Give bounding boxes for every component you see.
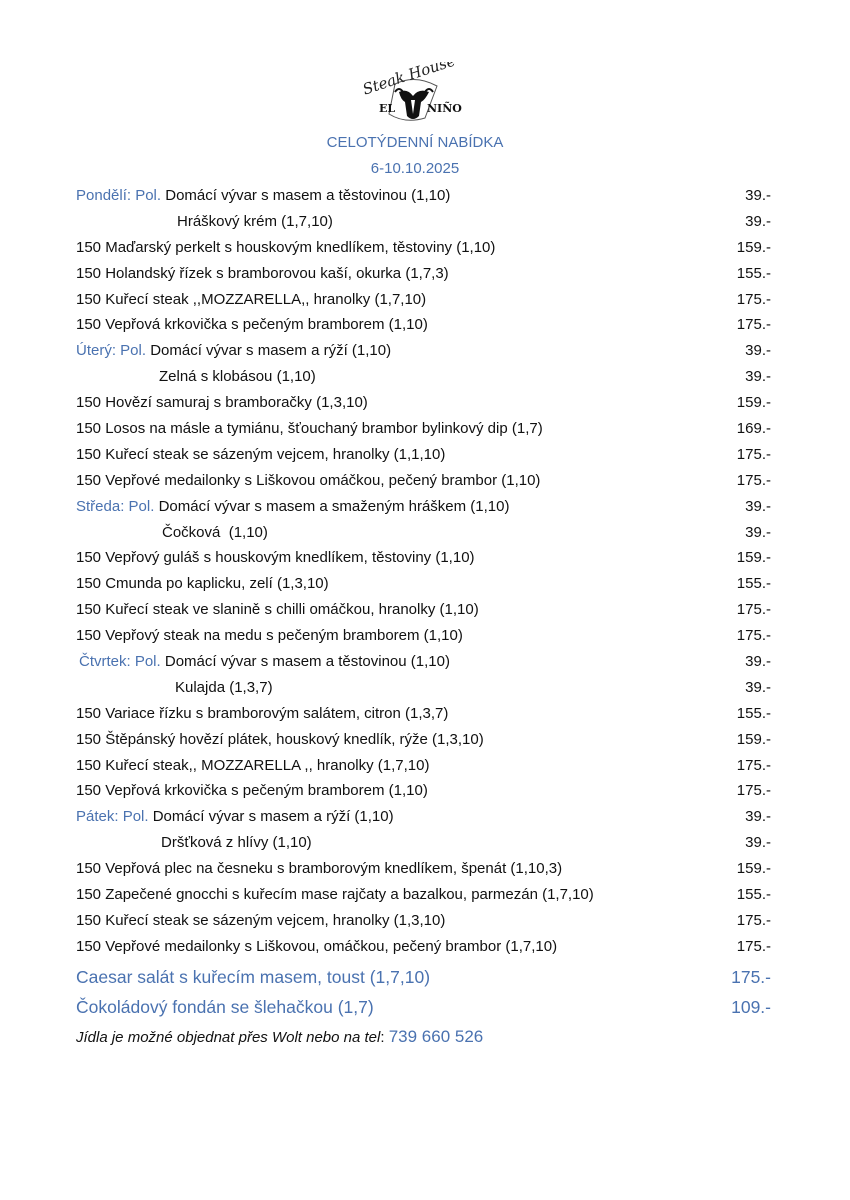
- menu-row-main: [76, 908, 771, 934]
- order-info: [76, 1022, 771, 1052]
- item-price: 159.-: [736, 238, 771, 256]
- item-name: Domácí vývar s masem a rýží (1,10): [150, 342, 392, 360]
- item-price: 175.-: [736, 601, 771, 619]
- day-label-tuesday: Úterý: Pol.: [76, 342, 147, 360]
- item-price: 39.-: [745, 187, 771, 204]
- item-name: Domácí vývar s masem a smaženým hráškem (1,10): [158, 497, 510, 515]
- item-name: Dršťková z hlívy (1,10): [161, 834, 312, 852]
- menu-row-main: [76, 416, 771, 442]
- item-price: 155.-: [736, 575, 771, 593]
- menu-row-soup: [76, 675, 771, 701]
- menu-row-soup: [76, 494, 771, 520]
- menu-row-soup: [76, 183, 771, 209]
- menu-row-main: [76, 442, 771, 468]
- page-title: CELOTÝDENNÍ NABÍDKA: [326, 134, 504, 151]
- day-label-monday: Pondělí: Pol.: [76, 187, 162, 204]
- item-price: 175.-: [736, 471, 771, 489]
- menu-row-main: [76, 934, 771, 960]
- item-name: 150 Vepřové medailonky s Liškovou omáčkou, pečený brambor (1,10): [76, 471, 541, 489]
- menu-row-soup: [76, 830, 771, 856]
- item-name: 150 Vepřová krkovička s pečeným bramborem (1,10): [76, 316, 428, 334]
- item-price: 159.-: [736, 730, 771, 748]
- item-name: 150 Kuřecí steak ve slanině s chilli omáčkou, hranolky (1,10): [76, 601, 479, 619]
- menu-row-main: [76, 235, 771, 261]
- menu-row-main: [76, 727, 771, 753]
- item-name: 150 Vepřový guláš s houskovým knedlíkem, těstoviny (1,10): [76, 549, 475, 567]
- item-name: 150 Holandský řízek s bramborovou kaší, okurka (1,7,3): [76, 264, 449, 282]
- item-price: 39.-: [745, 523, 771, 541]
- item-name: 150 Vepřová krkovička s pečeným bramborem (1,10): [76, 782, 428, 800]
- item-price: 39.-: [745, 368, 771, 386]
- item-name: 150 Zapečené gnocchi s kuřecím mase rajčaty a bazalkou, parmezán (1,7,10): [76, 886, 594, 904]
- item-price: 39.-: [745, 834, 771, 852]
- logo-right-text: NIÑO: [427, 102, 462, 115]
- item-price: 39.-: [745, 497, 771, 515]
- item-name: Čočková (1,10): [162, 523, 268, 541]
- item-price: 175.-: [736, 316, 771, 334]
- item-price: 39.-: [745, 653, 771, 671]
- item-name: 150 Kuřecí steak se sázeným vejcem, hranolky (1,1,10): [76, 445, 446, 463]
- item-price: 175.-: [736, 756, 771, 774]
- item-name: Domácí vývar s masem a rýží (1,10): [152, 808, 394, 826]
- weekly-menu: [76, 183, 771, 1052]
- item-name: Zelná s klobásou (1,10): [159, 368, 316, 386]
- item-price: 175.-: [736, 782, 771, 800]
- item-name: 150 Hovězí samuraj s bramboračky (1,3,10): [76, 394, 368, 412]
- menu-row-main: [76, 545, 771, 571]
- steak-house-logo: [355, 62, 475, 128]
- item-price: 39.-: [745, 678, 771, 696]
- item-name: 150 Losos na másle a tymiánu, šťouchaný brambor bylinkový dip (1,7): [76, 420, 543, 438]
- menu-row-soup: [76, 520, 771, 546]
- order-note: Jídla je možné objednat přes Wolt nebo na tel: [76, 1028, 381, 1046]
- item-price: 159.-: [736, 860, 771, 878]
- menu-row-special: [76, 992, 771, 1022]
- item-name: Kulajda (1,3,7): [175, 678, 273, 696]
- item-name: 150 Štěpánský hovězí plátek, houskový knedlík, rýže (1,3,10): [76, 730, 484, 748]
- phone-number[interactable]: 739 660 526: [388, 1026, 484, 1046]
- bull-head-icon: [355, 62, 475, 128]
- item-price: 175.-: [736, 937, 771, 955]
- item-name: Domácí vývar s masem a těstovinou (1,10): [165, 187, 451, 204]
- item-price: 39.-: [745, 342, 771, 360]
- item-name: 150 Vepřové medailonky s Liškovou, omáčkou, pečený brambor (1,7,10): [76, 937, 558, 955]
- item-name: 150 Kuřecí steak,, MOZZARELLA ,, hranolky (1,7,10): [76, 756, 430, 774]
- menu-row-main: [76, 261, 771, 287]
- menu-row-soup: [76, 338, 771, 364]
- item-name: 150 Variace řízku s bramborovým salátem, citron (1,3,7): [76, 704, 449, 722]
- item-price: 155.-: [736, 886, 771, 904]
- item-price: 175.-: [736, 627, 771, 645]
- special-price: 175.-: [731, 966, 771, 987]
- date-range: 6-10.10.2025: [370, 160, 460, 177]
- menu-row-soup: [76, 649, 771, 675]
- menu-row-main: [76, 287, 771, 313]
- item-price: 175.-: [736, 290, 771, 308]
- day-label-wednesday: Středa: Pol.: [76, 497, 155, 515]
- menu-row-main: [76, 623, 771, 649]
- menu-row-soup: [76, 364, 771, 390]
- item-price: 175.-: [736, 445, 771, 463]
- menu-row-main: [76, 597, 771, 623]
- menu-row-soup: [76, 209, 771, 235]
- item-name: 150 Cmunda po kaplicku, zelí (1,3,10): [76, 575, 329, 593]
- logo-left-text: EL: [379, 102, 396, 115]
- item-name: 150 Maďarský perkelt s houskovým knedlíkem, těstoviny (1,10): [76, 238, 496, 256]
- item-price: 155.-: [736, 264, 771, 282]
- item-price: 169.-: [736, 420, 771, 438]
- menu-row-special: [76, 962, 771, 992]
- menu-row-main: [76, 856, 771, 882]
- special-name: Čokoládový fondán se šlehačkou (1,7): [76, 996, 374, 1017]
- item-price: 159.-: [736, 394, 771, 412]
- menu-row-main: [76, 571, 771, 597]
- item-price: 175.-: [736, 911, 771, 929]
- item-name: 150 Vepřová plec na česneku s bramborovým knedlíkem, špenát (1,10,3): [76, 860, 563, 878]
- item-price: 39.-: [745, 808, 771, 826]
- item-name: 150 Vepřový steak na medu s pečeným bramborem (1,10): [76, 627, 463, 645]
- menu-row-main: [76, 390, 771, 416]
- menu-row-main: [76, 312, 771, 338]
- item-price: 39.-: [745, 212, 771, 230]
- special-name: Caesar salát s kuřecím masem, toust (1,7,10): [76, 966, 431, 987]
- item-name: Hráškový krém (1,7,10): [177, 212, 333, 230]
- item-name: 150 Kuřecí steak ,,MOZZARELLA,, hranolky (1,7,10): [76, 290, 427, 308]
- item-name: 150 Kuřecí steak se sázeným vejcem, hranolky (1,3,10): [76, 911, 446, 929]
- day-label-friday: Pátek: Pol.: [76, 808, 149, 826]
- menu-row-main: [76, 468, 771, 494]
- special-price: 109.-: [731, 996, 771, 1017]
- item-name: Domácí vývar s masem a těstovinou (1,10): [164, 653, 450, 671]
- item-price: 159.-: [736, 549, 771, 567]
- menu-row-main: [76, 701, 771, 727]
- menu-row-main: [76, 882, 771, 908]
- menu-row-soup: [76, 804, 771, 830]
- order-separator: :: [380, 1028, 389, 1046]
- logo-top-text: Steak House: [360, 62, 458, 99]
- item-price: 155.-: [736, 704, 771, 722]
- day-label-thursday: Čtvrtek: Pol.: [79, 653, 161, 671]
- menu-row-main: [76, 778, 771, 804]
- menu-row-main: [76, 753, 771, 779]
